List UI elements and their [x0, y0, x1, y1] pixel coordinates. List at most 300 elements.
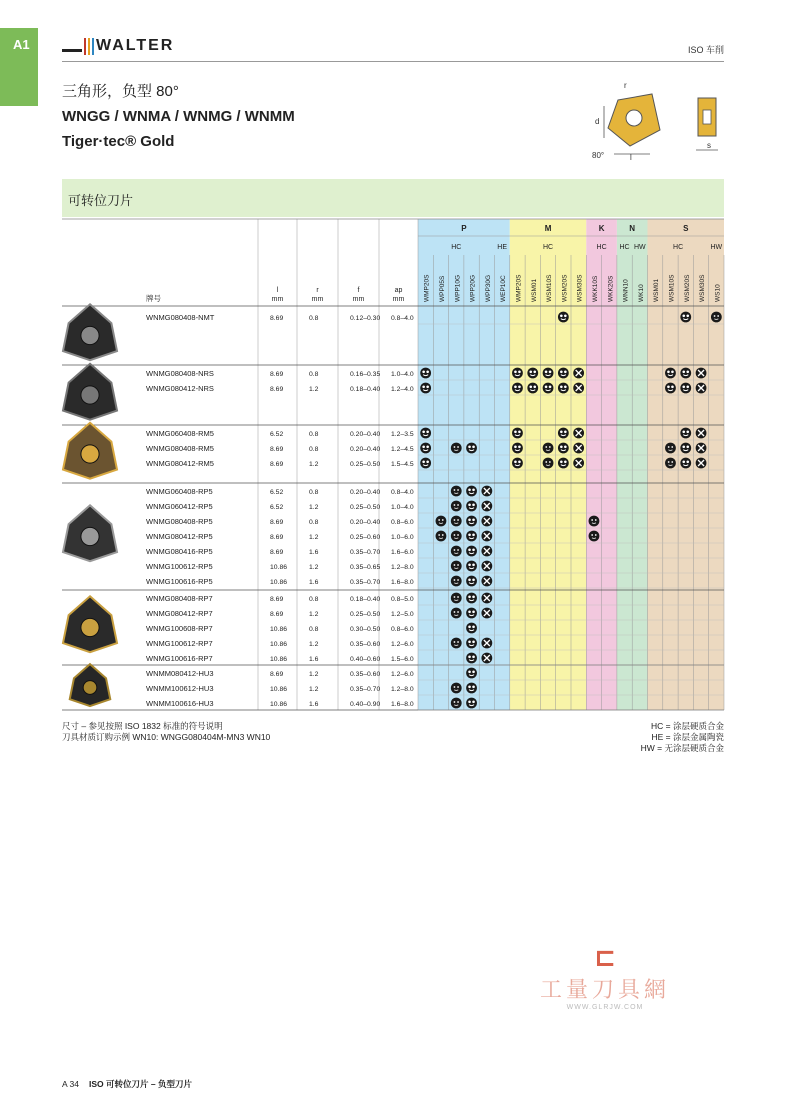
symbol-eye [671, 461, 673, 463]
symbol-eye [468, 504, 471, 507]
primary-symbol-icon [512, 383, 523, 394]
param-cell: 8.69 [270, 386, 284, 393]
symbol-eye [468, 549, 471, 552]
primary-symbol-icon [466, 668, 477, 679]
param-cell: 1.2 [309, 564, 319, 571]
symbol-eye [671, 371, 674, 374]
symbol-eye [454, 701, 456, 703]
suitable-symbol-icon [543, 443, 554, 454]
symbol-eye [717, 315, 719, 317]
suitable-symbol-icon [451, 683, 462, 694]
suitable-symbol-icon [451, 698, 462, 709]
symbol-eye [472, 446, 475, 449]
symbol-eye [564, 431, 567, 434]
param-cell: 1.0–6.0 [391, 534, 414, 541]
symbol-eye [457, 579, 459, 581]
symbol-eye [560, 461, 563, 464]
primary-symbol-icon [466, 546, 477, 557]
param-cell: 0.25–0.50 [350, 504, 381, 511]
param-cell: 1.2–4.5 [391, 446, 414, 453]
suitable-symbol-icon [451, 561, 462, 572]
symbol-eye [686, 386, 689, 389]
primary-symbol-icon [527, 383, 538, 394]
param-cell: 0.8 [309, 519, 319, 526]
section-band: 可转位刀片 [62, 179, 724, 217]
param-cell: 0.8–5.0 [391, 596, 414, 603]
primary-symbol-icon [420, 368, 431, 379]
grade-label: WSM10S [668, 274, 676, 302]
param-cell: 1.6–8.0 [391, 579, 414, 586]
param-cell: 10.86 [270, 701, 288, 708]
suitable-symbol-icon [665, 443, 676, 454]
param-cell: 0.8 [309, 315, 319, 322]
subgroup-label: HC [673, 244, 684, 251]
diagram-r: r [624, 81, 627, 90]
primary-symbol-icon [543, 383, 554, 394]
primary-symbol-icon [680, 428, 691, 439]
primary-symbol-icon [466, 576, 477, 587]
param-cell: 1.6–8.0 [391, 701, 414, 708]
symbol-eye [549, 386, 552, 389]
param-cell: 10.86 [270, 626, 288, 633]
symbol-eye [682, 315, 685, 318]
suitable-symbol-icon [436, 531, 447, 542]
group-label-k: K [598, 224, 605, 233]
symbol-eye [472, 596, 475, 599]
symbol-eye [682, 446, 685, 449]
symbol-eye [560, 315, 563, 318]
symbol-eye [591, 519, 593, 521]
designation-cell: WNMG100616-RP7 [146, 654, 213, 663]
symbol-eye [560, 371, 563, 374]
param-symbol: ap [394, 287, 403, 294]
designation-cell: WNMG080412-NRS [146, 384, 214, 393]
param-cell: 10.86 [270, 579, 288, 586]
group-label-p: P [461, 224, 467, 233]
symbol-eye [472, 701, 475, 704]
suitable-symbol-icon [711, 312, 722, 323]
symbol-eye [564, 371, 567, 374]
grade-label: WNN10 [622, 279, 630, 302]
suitable-symbol-icon [665, 458, 676, 469]
legend-hw: HW = 无涂层硬质合金 [640, 743, 724, 753]
param-cell: 0.25–0.50 [350, 611, 381, 618]
symbol-eye [472, 686, 475, 689]
symbol-eye [686, 431, 689, 434]
symbol-eye [468, 579, 471, 582]
primary-symbol-icon [680, 383, 691, 394]
designation-cell: WNMG100612-RP5 [146, 562, 213, 571]
symbol-eye [442, 519, 444, 521]
designation-cell: WNMG080416-RP5 [146, 547, 213, 556]
hu3-insert-hole [83, 681, 97, 695]
suitable-symbol-icon [451, 486, 462, 497]
param-cell: 1.2 [309, 686, 319, 693]
param-cell: 1.2 [309, 461, 319, 468]
grade-label: WSM01 [530, 278, 538, 302]
symbol-eye [457, 641, 459, 643]
symbol-eye [560, 431, 563, 434]
symbol-eye [457, 686, 459, 688]
symbol-eye [549, 461, 551, 463]
symbol-eye [564, 386, 567, 389]
symbol-eye [468, 519, 471, 522]
symbol-eye [454, 519, 456, 521]
primary-symbol-icon [680, 458, 691, 469]
param-unit: mm [311, 296, 324, 303]
symbol-eye [454, 579, 456, 581]
primary-symbol-icon [466, 486, 477, 497]
symbol-eye [457, 549, 459, 551]
primary-symbol-icon [466, 698, 477, 709]
symbol-eye [438, 519, 440, 521]
suitable-symbol-icon [451, 608, 462, 619]
param-cell: 0.8 [309, 489, 319, 496]
symbol-eye [457, 519, 459, 521]
symbol-eye [457, 596, 459, 598]
primary-symbol-icon [466, 531, 477, 542]
symbol-eye [682, 386, 685, 389]
symbol-eye [426, 431, 429, 434]
param-cell: 1.6 [309, 579, 319, 586]
diagram-l: l [630, 153, 632, 162]
suitable-symbol-icon [436, 516, 447, 527]
symbol-eye [667, 386, 670, 389]
designation-cell: WNMG080408-RM5 [146, 444, 214, 453]
grade-label: WSM01 [653, 278, 661, 302]
designation-cell: WNMG060408-RM5 [146, 429, 214, 438]
section-tab: A1 [0, 28, 38, 106]
grade-label: WPP10G [454, 274, 462, 302]
param-cell: 8.69 [270, 611, 284, 618]
subgroup-label: HE [497, 244, 508, 251]
param-cell: 8.69 [270, 446, 284, 453]
symbol-eye [422, 371, 425, 374]
param-cell: 6.52 [270, 431, 284, 438]
designation-cell: WNMG080412-RM5 [146, 459, 214, 468]
rp7-insert-hole [81, 618, 99, 636]
param-cell: 0.25–0.50 [350, 461, 381, 468]
symbol-eye [457, 504, 459, 506]
symbol-eye [422, 431, 425, 434]
symbol-eye [686, 315, 689, 318]
symbol-eye [468, 686, 471, 689]
param-cell: 0.30–0.50 [350, 626, 381, 633]
symbol-eye [457, 611, 459, 613]
watermark [535, 942, 675, 1011]
page-subtitle-types: WNGG / WNMA / WNMG / WNMM [62, 108, 295, 125]
legend-he: HE = 涂层金属陶瓷 [651, 732, 724, 742]
primary-symbol-icon [466, 501, 477, 512]
symbol-eye [518, 386, 521, 389]
symbol-eye [468, 489, 471, 492]
designation-cell: WNMM100616-HU3 [146, 699, 214, 708]
notes-left [62, 721, 270, 743]
symbol-eye [564, 446, 567, 449]
suitable-symbol-icon [589, 516, 600, 527]
param-cell: 1.6 [309, 701, 319, 708]
symbol-eye [472, 579, 475, 582]
param-cell: 6.52 [270, 504, 284, 511]
symbol-eye [514, 446, 517, 449]
group-label-m: M [544, 224, 552, 233]
symbol-eye [468, 626, 471, 629]
page-number: A 34 [62, 1079, 80, 1089]
group-label-s: S [683, 224, 689, 233]
symbol-eye [545, 446, 547, 448]
param-cell: 0.8 [309, 626, 319, 633]
symbol-eye [472, 671, 475, 674]
symbol-eye [560, 446, 563, 449]
suitable-symbol-icon [451, 516, 462, 527]
param-cell: 0.8 [309, 596, 319, 603]
symbol-eye [472, 534, 475, 537]
primary-symbol-icon [558, 383, 569, 394]
param-cell: 8.69 [270, 371, 284, 378]
subgroup-label: HC [451, 244, 462, 251]
watermark-name: 工量刀具網 [539, 978, 670, 1003]
suitable-symbol-icon [451, 638, 462, 649]
param-cell: 0.8 [309, 446, 319, 453]
primary-symbol-icon [466, 638, 477, 649]
page-footer [62, 1078, 192, 1090]
primary-symbol-icon [680, 368, 691, 379]
grade-label: WKK10S [591, 275, 599, 302]
param-cell: 0.8 [309, 371, 319, 378]
symbol-eye [549, 446, 551, 448]
param-cell: 0.12–0.30 [350, 315, 381, 322]
symbol-eye [514, 386, 517, 389]
symbol-eye [472, 564, 475, 567]
symbol-eye [454, 534, 456, 536]
symbol-eye [545, 371, 548, 374]
symbol-eye [468, 656, 471, 659]
param-cell: 1.6–6.0 [391, 549, 414, 556]
primary-symbol-icon [512, 443, 523, 454]
symbol-eye [468, 534, 471, 537]
symbol-eye [457, 534, 459, 536]
param-cell: 8.69 [270, 461, 284, 468]
param-cell: 1.6 [309, 656, 319, 663]
param-cell: 1.2–4.0 [391, 386, 414, 393]
symbol-eye [454, 504, 456, 506]
param-cell: 0.8–6.0 [391, 519, 414, 526]
primary-symbol-icon [466, 683, 477, 694]
param-cell: 0.8–4.0 [391, 489, 414, 496]
param-cell: 0.16–0.35 [350, 371, 381, 378]
param-cell: 1.2–6.0 [391, 671, 414, 678]
symbol-eye [472, 504, 475, 507]
symbol-eye [514, 431, 517, 434]
notes-legend [641, 721, 724, 754]
param-cell: 0.18–0.40 [350, 386, 381, 393]
designation-cell: WNMM100612-HU3 [146, 684, 214, 693]
page-title: 三角形，负型 80° [62, 83, 179, 100]
symbol-eye [468, 641, 471, 644]
watermark-url: WWW.GLRJW.COM [566, 1004, 644, 1011]
grade-label: WSM20S [683, 274, 691, 302]
designation-cell: WNMG060412-RP5 [146, 502, 213, 511]
primary-symbol-icon [665, 383, 676, 394]
diagram-s: s [707, 141, 711, 150]
param-cell: 8.69 [270, 519, 284, 526]
grade-label: WK10 [637, 284, 645, 302]
param-cell: 8.69 [270, 671, 284, 678]
symbol-eye [438, 534, 440, 536]
symbol-eye [529, 371, 532, 374]
grade-label: WSM30S [699, 274, 707, 302]
symbol-eye [454, 611, 456, 613]
symbol-eye [468, 701, 471, 704]
primary-symbol-icon [466, 561, 477, 572]
symbol-eye [454, 686, 456, 688]
symbol-eye [564, 461, 567, 464]
symbol-eye [560, 386, 563, 389]
designation-cell: WNMG080408-RP5 [146, 517, 213, 526]
suitable-symbol-icon [451, 443, 462, 454]
symbol-eye [454, 641, 456, 643]
symbol-eye [545, 461, 547, 463]
param-cell: 0.35–0.60 [350, 641, 381, 648]
primary-symbol-icon [420, 443, 431, 454]
rp5-insert-hole [81, 527, 99, 545]
param-unit: mm [352, 296, 365, 303]
symbol-eye [472, 641, 475, 644]
suitable-symbol-icon [451, 593, 462, 604]
designation-cell: WNMG080412-RP5 [146, 532, 213, 541]
symbol-eye [472, 489, 475, 492]
symbol-eye [549, 371, 552, 374]
symbol-eye [454, 549, 456, 551]
symbol-eye [518, 431, 521, 434]
primary-symbol-icon [466, 608, 477, 619]
param-cell: 1.2 [309, 386, 319, 393]
primary-symbol-icon [512, 368, 523, 379]
param-unit: mm [392, 296, 405, 303]
param-cell: 1.2–6.0 [391, 641, 414, 648]
param-cell: 1.2–8.0 [391, 564, 414, 571]
grade-label: WMP20S [515, 274, 523, 302]
primary-symbol-icon [680, 443, 691, 454]
param-cell: 8.69 [270, 596, 284, 603]
grade-label: WSM20S [561, 274, 569, 302]
subgroup-label: HW [634, 244, 646, 251]
param-cell: 1.6 [309, 549, 319, 556]
grade-label: WEP10C [500, 275, 508, 302]
primary-symbol-icon [558, 368, 569, 379]
symbol-eye [472, 626, 475, 629]
grade-label: WPP20G [469, 274, 477, 302]
grade-label: WPP05S [438, 275, 446, 302]
symbol-eye [472, 611, 475, 614]
symbol-eye [426, 371, 429, 374]
symbol-eye [468, 446, 471, 449]
primary-symbol-icon [420, 383, 431, 394]
grade-label: WS10 [714, 284, 722, 302]
symbol-eye [671, 446, 673, 448]
param-cell: 8.69 [270, 549, 284, 556]
primary-symbol-icon [420, 428, 431, 439]
param-cell: 1.0–4.0 [391, 371, 414, 378]
symbol-eye [457, 489, 459, 491]
param-symbol: f [357, 287, 360, 294]
subgroup-label: HC [542, 244, 554, 251]
symbol-eye [426, 446, 429, 449]
param-cell: 0.35–0.60 [350, 671, 381, 678]
symbol-eye [714, 315, 716, 317]
param-cell: 1.0–4.0 [391, 504, 414, 511]
brand-name: WALTER [96, 37, 175, 54]
param-cell: 0.8–6.0 [391, 626, 414, 633]
footer-text: ISO 可转位刀片 – 负型刀片 [89, 1079, 192, 1089]
primary-symbol-icon [680, 312, 691, 323]
param-cell: 1.2 [309, 534, 319, 541]
primary-symbol-icon [558, 312, 569, 323]
symbol-eye [668, 461, 670, 463]
symbol-eye [518, 461, 521, 464]
designation-cell: WNMM080412-HU3 [146, 669, 214, 678]
symbol-eye [545, 386, 548, 389]
note-dimensions: 尺寸 – 参见按照 ISO 1832 标准的符号说明 [62, 721, 223, 731]
subgroup-label: HC [596, 244, 607, 251]
header-section-label: ISO 车削 [687, 45, 724, 55]
symbol-eye [472, 519, 475, 522]
param-cell: 8.69 [270, 534, 284, 541]
param-cell: 0.20–0.40 [350, 489, 381, 496]
param-cell: 10.86 [270, 656, 288, 663]
param-cell: 10.86 [270, 641, 288, 648]
primary-symbol-icon [527, 368, 538, 379]
symbol-eye [533, 386, 536, 389]
grade-label: WMP20S [423, 274, 431, 302]
nrs-insert-hole [81, 386, 99, 404]
grade-label: WKK20S [607, 275, 615, 302]
symbol-eye [472, 656, 475, 659]
diagram-angle: 80° [592, 151, 605, 160]
primary-symbol-icon [466, 623, 477, 634]
designation-cell: WNMG080408-NRS [146, 369, 214, 378]
nmt-insert-hole [81, 326, 99, 344]
symbol-eye [468, 564, 471, 567]
symbol-eye [457, 446, 459, 448]
param-cell: 0.18–0.40 [350, 596, 381, 603]
grade-label: WSM10S [546, 274, 554, 302]
symbol-eye [468, 611, 471, 614]
symbol-eye [457, 564, 459, 566]
symbol-eye [591, 534, 593, 536]
symbol-eye [667, 371, 670, 374]
param-cell: 6.52 [270, 489, 284, 496]
symbol-eye [686, 446, 689, 449]
grade-label: WSM30S [576, 274, 584, 302]
symbol-eye [671, 386, 674, 389]
symbol-eye [468, 596, 471, 599]
symbol-eye [682, 461, 685, 464]
symbol-eye [422, 386, 425, 389]
symbol-eye [454, 564, 456, 566]
param-cell: 0.8–4.0 [391, 315, 414, 322]
group-label-n: N [629, 224, 636, 233]
symbol-eye [422, 446, 425, 449]
symbol-eye [529, 386, 532, 389]
symbol-eye [595, 519, 597, 521]
symbol-eye [442, 534, 444, 536]
suitable-symbol-icon [589, 531, 600, 542]
suitable-symbol-icon [451, 501, 462, 512]
param-cell: 8.69 [270, 315, 284, 322]
primary-symbol-icon [466, 593, 477, 604]
param-cell: 0.35–0.70 [350, 686, 381, 693]
